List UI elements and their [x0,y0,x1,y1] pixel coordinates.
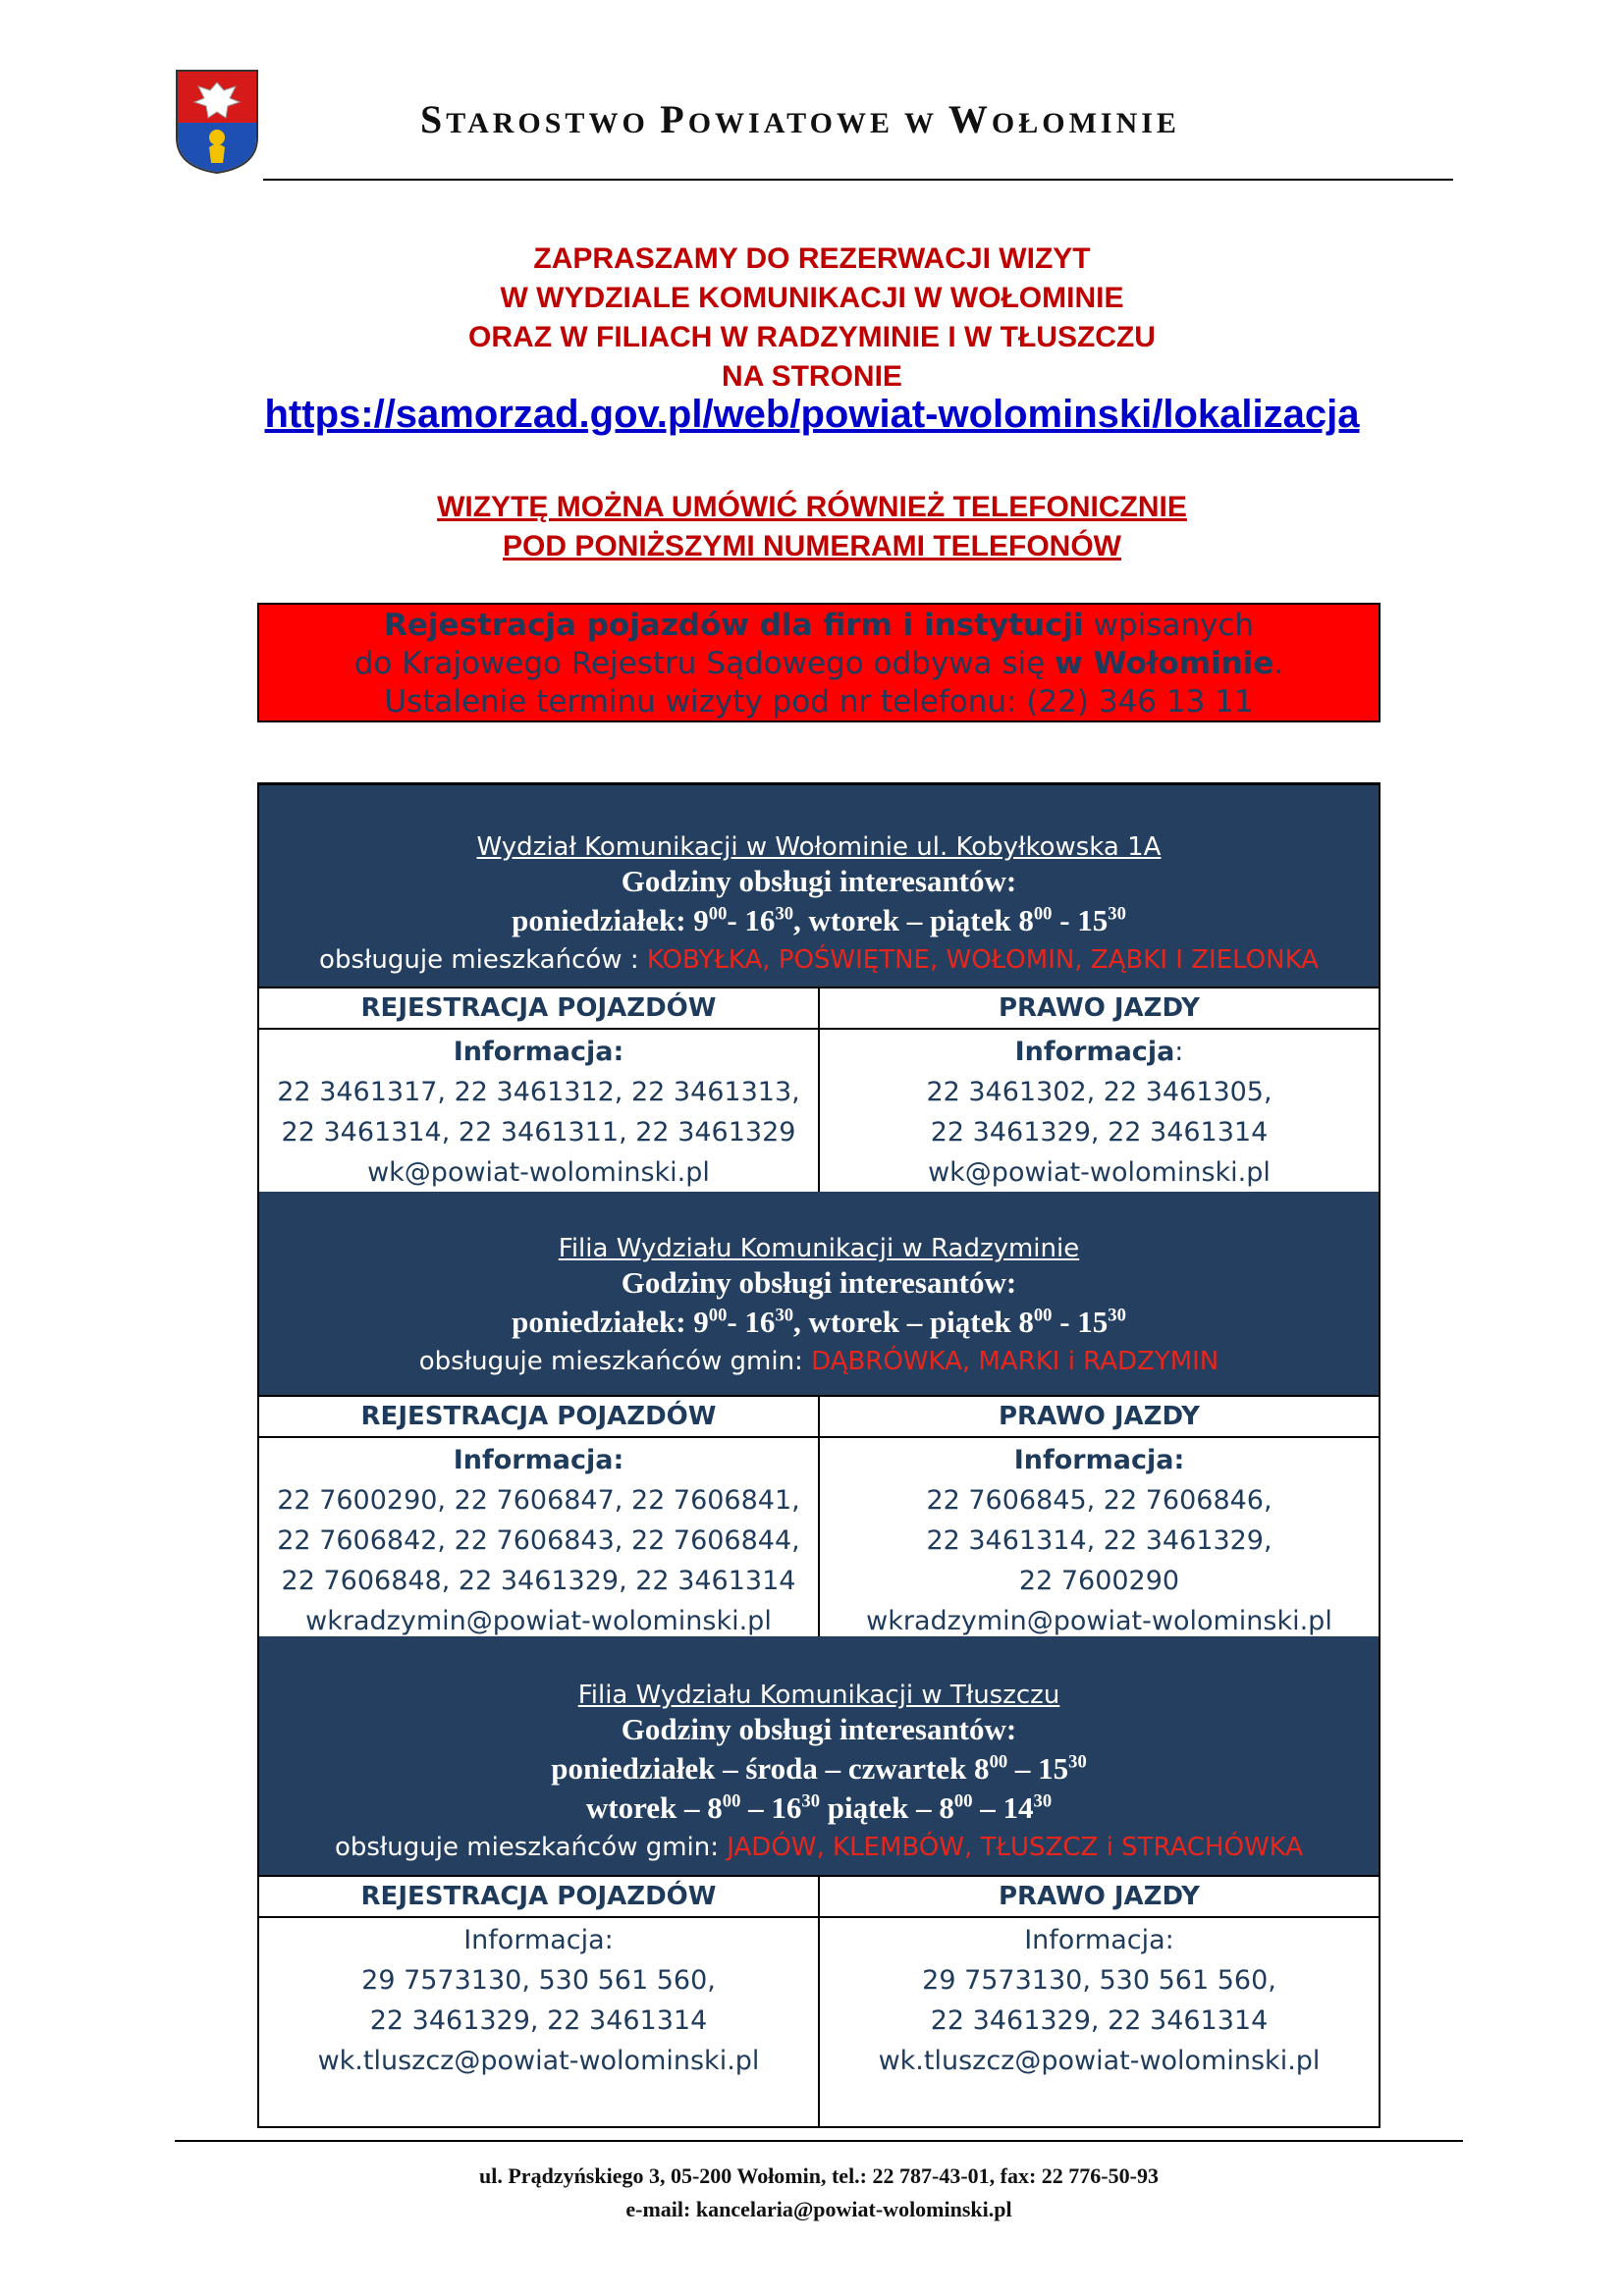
column-headers: REJESTRACJA POJAZDÓW PRAWO JAZDY [259,987,1379,1030]
footer: ul. Prądzyńskiego 3, 05-200 Wołomin, tel.: 22 787-43-01, fax: 22 776-50-93 e-mail: kancelaria@powiat-wolominski.pl [479,2163,1159,2221]
notice-box: Rejestracja pojazdów dla firm i instytucji wpisanych do Krajowego Rejestru Sądowego odbywa się w Wołominie. Ustalenie terminu wizyty pod nr telefonu: (22) 346 13 11 [257,603,1380,722]
office-title: STAROSTWO POWIATOWE W WOŁOMINIE [420,97,1180,141]
section-header: Filia Wydziału Komunikacji w Radzyminie Godziny obsługi interesantów: poniedziałek: $9^{00}-$ $16^{30}$, wtorek – piątek $8^{00} - 15^{30}$ obsługuje mieszkańców gmin: DĄBRÓWKA, MARKI i RADZYMIN [259,1192,1379,1395]
intro-text: ZAPRASZAMY DO REZERWACJI WIZYT W WYDZIALE KOMUNIKACJI W WOŁOMINIE ORAZ W FILIACH W RADZYMINIE I W TŁUSZCZU NA STRONIE [468,242,1156,393]
served-area: obsługuje mieszkańców : KOBYŁKA, POŚWIĘTNE, WOŁOMIN, ZĄBKI I ZIELONKA [319,945,1319,975]
section-header: Filia Wydziału Komunikacji w Tłuszczu Godziny obsługi interesantów: poniedziałek – środa – czwartek $8^{00} - 15^{30}$ wtorek – $8^{00} - 16^{30}$ piątek – $8^{00} - 14^{30}$ obsługuje mieszkańców gmin: JADÓW, KLEMBÓW, TŁUSZCZ i STRACHÓWKA [259,1636,1379,1875]
email: wkradzymin@powiat-wolominski.pl [305,1606,772,1636]
booking-link[interactable]: https://samorzad.gov.pl/web/powiat-wolominski/lokalizacja [264,393,1360,436]
license-contact: Informacja: 22 3461302, 22 3461305, 22 3461329, 22 3461314 wk@powiat-wolominski.pl [820,1030,1379,1195]
contact-row [259,1030,1379,1197]
section-title: Wydział Komunikacji w Wołominie ul. Kobyłkowska 1A [476,832,1162,862]
contact-row [259,1918,1379,2128]
footer-divider [175,2140,1463,2142]
section-header: Wydział Komunikacji w Wołominie ul. Kobyłkowska 1A Godziny obsługi interesantów: poniedziałek: $9^{00}-$ $16^{30}$, wtorek – piątek $8^{00} - 15^{30}$ obsługuje mieszkańców : KOBYŁKA, POŚWIĘTNE, WOŁOMIN, ZĄBKI I ZIELONKA [259,782,1379,987]
opening-hours: poniedziałek: $9^{00}-$ $16^{30}$, wtorek – piątek $8^{00} - 15^{30}$ [512,1305,1126,1339]
section-tluszcz [257,1636,1380,2128]
email: wk.tluszcz@powiat-wolominski.pl [317,2046,760,2076]
served-area: obsługuje mieszkańców gmin: JADÓW, KLEMBÓW, TŁUSZCZ i STRACHÓWKA [334,1833,1304,1862]
phone-booking-note: WIZYTĘ MOŻNA UMÓWIĆ RÓWNIEŻ TELEFONICZNIE POD PONIŻSZYMI NUMERAMI TELEFONÓW [437,491,1187,562]
section-radzymin [257,1192,1380,1643]
contact-row [259,1438,1379,1643]
email: wk.tluszcz@powiat-wolominski.pl [878,2046,1321,2076]
opening-hours: poniedziałek: $9^{00}-$ $16^{30}$, wtorek – piątek $8^{00} - 15^{30}$ [512,903,1126,937]
registration-contact: Informacja: 29 7573130, 530 561 560, 22 3461329, 22 3461314 wk.tluszcz@powiat-wolominski.pl [259,1918,820,2126]
coat-of-arms-icon [175,69,259,175]
served-area: obsługuje mieszkańców gmin: DĄBRÓWKA, MARKI i RADZYMIN [418,1347,1219,1376]
section-title: Filia Wydziału Komunikacji w Tłuszczu [577,1681,1060,1710]
section-title: Filia Wydziału Komunikacji w Radzyminie [558,1234,1080,1263]
opening-hours: poniedziałek – środa – czwartek $8^{00} - 15^{30}$ [551,1751,1087,1786]
registration-contact: Informacja: 22 7600290, 22 7606847, 22 7606841, 22 7606842, 22 7606843, 22 7606844, 22 7606848, 22 3461329, 22 3461314 wkradzymin@powiat-wolominski.pl [259,1438,820,1641]
opening-hours: wtorek – $8^{00} - 16^{30}$ piątek – $8^{00} - 14^{30}$ [585,1790,1053,1825]
email: wkradzymin@powiat-wolominski.pl [866,1606,1332,1636]
registration-contact: Informacja: 22 3461317, 22 3461312, 22 3461313, 22 3461314, 22 3461311, 22 3461329 wk@powiat-wolominski.pl [259,1030,820,1195]
email: wk@powiat-wolominski.pl [928,1157,1271,1188]
column-headers: REJESTRACJA POJAZDÓW PRAWO JAZDY [259,1875,1379,1918]
header-divider [263,179,1453,181]
license-contact: Informacja: 29 7573130, 530 561 560, 22 3461329, 22 3461314 wk.tluszcz@powiat-wolominski.pl [820,1918,1379,2126]
booking-url [157,393,1467,437]
email: wk@powiat-wolominski.pl [367,1157,710,1188]
column-headers: REJESTRACJA POJAZDÓW PRAWO JAZDY [259,1395,1379,1438]
license-contact: Informacja: 22 7606845, 22 7606846, 22 3461314, 22 3461329, 22 7600290 wkradzymin@powiat-wolominski.pl [820,1438,1379,1641]
section-wolomin [257,782,1380,1197]
